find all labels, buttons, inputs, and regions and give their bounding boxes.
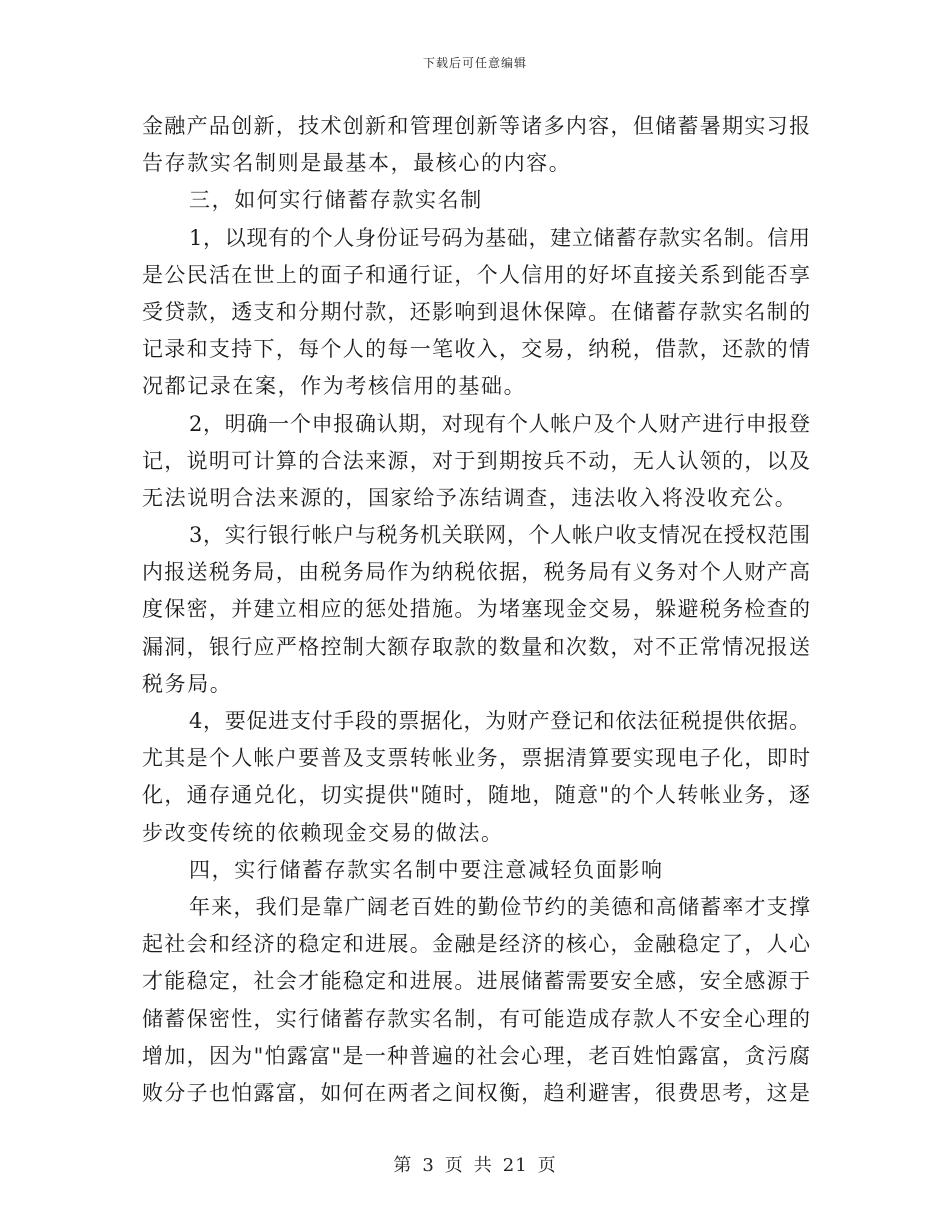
text-line: 税务局。 <box>142 671 233 696</box>
footer-suffix: 页 <box>537 1155 557 1176</box>
text-line: 告存款实名制则是最基本，最核心的内容。 <box>142 151 572 176</box>
text-line: 金融产品创新，技术创新和管理创新等诸多内容，但储蓄暑期实习报 <box>142 114 810 138</box>
text-line: 4，要促进支付手段的票据化，为财产登记和依法征税提供依据。 <box>189 709 810 733</box>
text-line: 内报送税务局，由税务局作为纳税依据，税务局有义务对个人财产高 <box>142 560 810 585</box>
text-line: 尤其是个人帐户要普及支票转帐业务，票据清算要实现电子化，即时 <box>142 746 810 771</box>
text-line: 化，通存通兑化，切实提供"随时，随地，随意"的个人转帐业务，逐 <box>142 783 810 808</box>
page-footer <box>0 1151 950 1177</box>
text-line: 记录和支持下，每个人的每一笔收入，交易，纳税，借款，还款的情 <box>142 337 810 362</box>
total-page-count: 21 <box>502 1155 528 1176</box>
text-line: 度保密，并建立相应的惩处措施。为堵塞现金交易，躲避税务检查的 <box>142 597 810 622</box>
text-line: 是公民活在世上的面子和通行证，个人信用的好坏直接关系到能否享 <box>142 262 810 287</box>
text-line: 才能稳定，社会才能稳定和进展。进展储蓄需要安全感，安全感源于 <box>142 969 810 994</box>
text-line: 2，明确一个申报确认期，对现有个人帐户及个人财产进行申报登 <box>189 411 810 436</box>
text-line: 起社会和经济的稳定和进展。金融是经济的核心，金融稳定了，人心 <box>142 932 810 957</box>
page-header: 下载后可任意编辑 <box>422 56 527 70</box>
text-line: 况都记录在案，作为考核信用的基础。 <box>142 374 527 399</box>
text-line: 储蓄保密性，实行储蓄存款实名制，有可能造成存款人不安全心理的 <box>142 1006 810 1031</box>
footer-total-word: 共 <box>473 1155 493 1176</box>
text-line: 年来，我们是靠广阔老百姓的勤俭节约的美德和高储蓄率才支撑 <box>189 894 810 919</box>
text-line: 无法说明合法来源的，国家给予冻结调查，违法收入将没收充公。 <box>142 485 798 510</box>
text-line: 败分子也怕露富，如何在两者之间权衡，趋利避害，很费思考，这是 <box>142 1080 810 1105</box>
section-heading: 三，如何实行储蓄存款实名制 <box>189 188 483 213</box>
text-line: 漏洞，银行应严格控制大额存取款的数量和次数，对不正常情况报送 <box>142 634 810 659</box>
text-line: 步改变传统的依赖现金交易的做法。 <box>142 820 504 845</box>
footer-prefix: 第 <box>393 1155 413 1176</box>
text-line: 记，说明可计算的合法来源，对于到期按兵不动，无人认领的，以及 <box>142 448 810 473</box>
section-heading: 四，实行储蓄存款实名制中要注意减轻负面影响 <box>189 857 664 882</box>
current-page-number: 3 <box>422 1155 435 1176</box>
text-line: 受贷款，透支和分期付款，还影响到退休保障。在储蓄存款实名制的 <box>142 299 810 324</box>
document-body <box>142 108 810 1112</box>
text-line: 1，以现有的个人身份证号码为基础，建立储蓄存款实名制。信用 <box>189 225 810 250</box>
footer-page-word: 页 <box>444 1155 464 1176</box>
text-line: 3，实行银行帐户与税务机关联网，个人帐户收支情况在授权范围 <box>189 523 810 548</box>
text-line: 增加，因为"怕露富"是一种普遍的社会心理，老百姓怕露富，贪污腐 <box>142 1043 810 1068</box>
